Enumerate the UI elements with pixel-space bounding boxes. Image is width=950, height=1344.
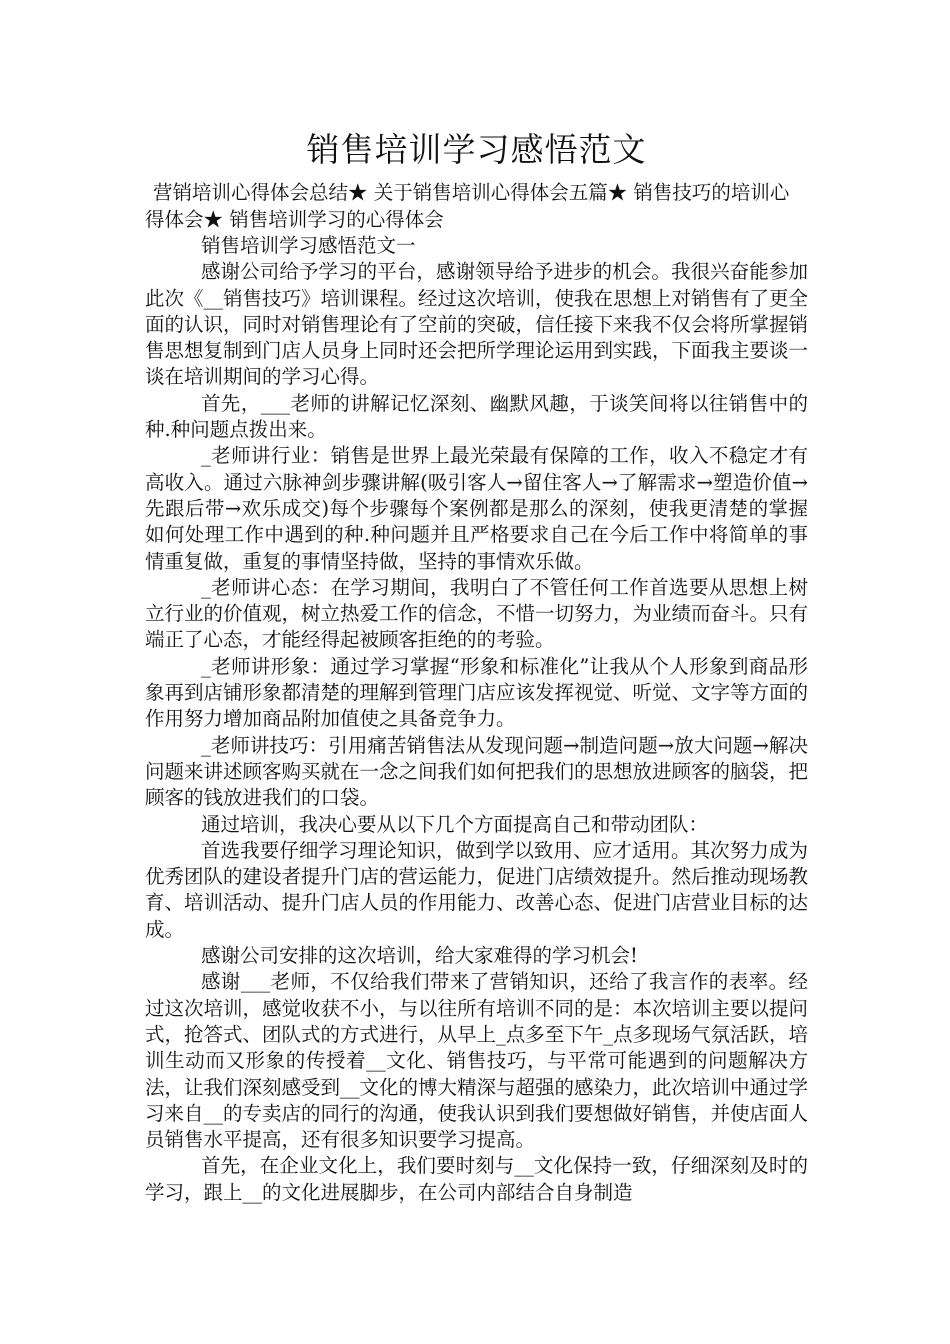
body-paragraph: _老师讲心态：在学习期间，我明白了不管任何工作首选要从思想上树立行业的价值观，树立热爱工作的信念，不惜一切努力，为业绩而奋斗。只有端正了心态，才能经得起被顾客拒绝的的考验。 bbox=[145, 575, 809, 652]
related-articles-line: 营销培训心得体会总结★ 关于销售培训心得体会五篇★ 销售技巧的培训心得体会★ 销售培训学习的心得体会 bbox=[145, 181, 790, 231]
body-paragraph: 首选我要仔细学习理论知识，做到学以致用、应才适用。其次努力成为优秀团队的建设者提升门店的营运能力，促进门店绩效提升。然后推动现场教育、培训活动、提升门店人员的作用能力、改善心态、促进门店营业目标的达成。 bbox=[145, 838, 809, 941]
body-paragraph: 感谢公司安排的这次培训，给大家难得的学习机会! bbox=[201, 944, 638, 968]
body-paragraph: 首先，___老师的讲解记忆深刻、幽默风趣，于谈笑间将以往销售中的种.种问题点拨出来。 bbox=[145, 391, 808, 442]
subtitle-paragraph: 销售培训学习感悟范文一 bbox=[201, 234, 416, 257]
body-paragraph: _老师讲行业：销售是世界上最光荣最有保障的工作，收入不稳定才有高收入。通过六脉神剑步骤讲解(吸引客人→留住客人→了解需求→塑造价值→先跟后带→欢乐成交)每个步骤每个案例都是那么的深刻，使我更清楚的掌握如何处理工作中遇到的种.种问题并且严格要求自己在今后工作中将简单的事情重复做，重复的事情坚持做，坚持的事情欢乐做。 bbox=[145, 444, 808, 573]
body-paragraph: 首先，在企业文化上，我们要时刻与__文化保持一致，仔细深刻及时的学习，跟上__的文化进展脚步，在公司内部结合自身制造 bbox=[145, 1154, 808, 1204]
page-bottom-margin bbox=[0, 1320, 950, 1344]
body-paragraph: 感谢___老师，不仅给我们带来了营销知识，还给了我言作的表率。经过这次培训，感觉收获不小，与以往所有培训不同的是：本次培训主要以提问式，抢答式、团队式的方式进行，从早上_点多至下午_点多现场气氛活跃，培训生动而又形象的传授着__文化、销售技巧，与平常可能遇到的问题解决方法，让我们深刻感受到__文化的博大精深与超强的感染力，此次培训中通过学习来自__的专卖店的同行的沟通，使我认识到我们要想做好销售，并使店面人员销售水平提高，还有很多知识要学习提高。 bbox=[145, 970, 809, 1152]
body-paragraph: 通过培训，我决心要从以下几个方面提高自己和带动团队： bbox=[201, 812, 709, 836]
body-paragraph: _老师讲技巧：引用痛苦销售法从发现问题→制造问题→放大问题→解决问题来讲述顾客购买就在一念之间我们如何把我们的思想放进顾客的脑袋，把顾客的钱放进我们的口袋。 bbox=[145, 733, 809, 810]
body-paragraph: 感谢公司给予学习的平台，感谢领导给予进步的机会。我很兴奋能参加此次《__销售技巧》培训课程。经过这次培训，使我在思想上对销售有了更全面的认识，同时对销售理论有了空前的突破，信任接下来我不仅会将所掌握销售思想复制到门店人员身上同时还会把所学理论运用到实践，下面我主要谈一谈在培训期间的学习心得。 bbox=[145, 260, 809, 389]
document-title: 销售培训学习感悟范文 bbox=[306, 130, 647, 169]
body-paragraph: _老师讲形象：通过学习掌握“形象和标准化”让我从个人形象到商品形象再到店铺形象都清楚的理解到管理门店应该发挥视觉、听觉、文字等方面的作用努力增加商品附加值使之具备竞争力。 bbox=[145, 654, 809, 731]
